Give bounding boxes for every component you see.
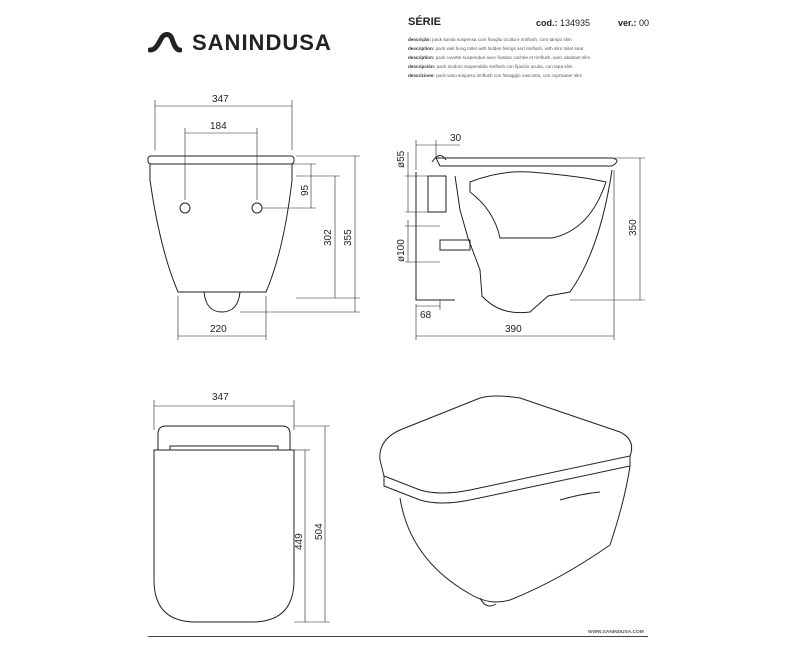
- dim-front-fixings: 184: [210, 121, 227, 132]
- desc-label: descrição:: [408, 37, 431, 42]
- dim-top-length: 504: [314, 523, 325, 540]
- dim-front-bottom: 220: [210, 324, 227, 335]
- dim-front-width: 347: [212, 94, 229, 105]
- desc-label: description:: [408, 55, 435, 60]
- cod-value: 134935: [560, 18, 591, 28]
- dim-fix-height: 95: [300, 184, 311, 196]
- desc-text: pack vaso sospeso rimflush con fissaggio nascosto, con copriwater slim: [436, 73, 583, 78]
- dim-total-height: 355: [343, 229, 354, 246]
- perspective-view: [380, 396, 632, 606]
- dim-bowl-height: 302: [323, 229, 334, 246]
- desc-label: descripción:: [408, 64, 436, 69]
- dim-side-depth: 390: [505, 324, 522, 335]
- brand-name: SANINDUSA: [192, 30, 332, 55]
- desc-label: description:: [408, 46, 435, 51]
- dim-side-height: 350: [628, 219, 639, 236]
- desc-text: pack wall hung toilet with hidden fixings and rimflush, with slim toilet seat: [435, 46, 584, 51]
- front-view: [148, 100, 360, 340]
- dim-top-width: 347: [212, 392, 229, 403]
- desc-text: pack inodoro suspendido rimflush con fijación oculta, con tapa slim: [436, 64, 573, 69]
- website-link[interactable]: WWW.SANINDUSA.COM: [588, 630, 644, 635]
- dim-outlet-height: 68: [420, 310, 432, 321]
- dim-top-inner: 449: [294, 533, 305, 550]
- desc-text: pack sanita suspensa com fixação oculta e rimflush, com tampo slim: [432, 37, 572, 42]
- top-view: [154, 400, 330, 622]
- footer-divider: [148, 636, 648, 637]
- side-view: [405, 140, 645, 340]
- dim-inlet-diameter: ø55: [396, 150, 407, 168]
- desc-text: pack cuvette suspendue avec fixation cachée et rimflush, avec abattant slim: [435, 55, 591, 60]
- dimension-labels: [210, 94, 639, 550]
- dim-side-offset: 30: [450, 133, 462, 144]
- ver-label: ver.:: [618, 18, 637, 28]
- dim-outlet-diameter: ø100: [396, 239, 407, 262]
- desc-label: descrizione:: [408, 73, 435, 78]
- cod-label: cod.:: [536, 18, 558, 28]
- serie-label: SÉRIE: [408, 16, 442, 28]
- ver-value: 00: [639, 18, 650, 28]
